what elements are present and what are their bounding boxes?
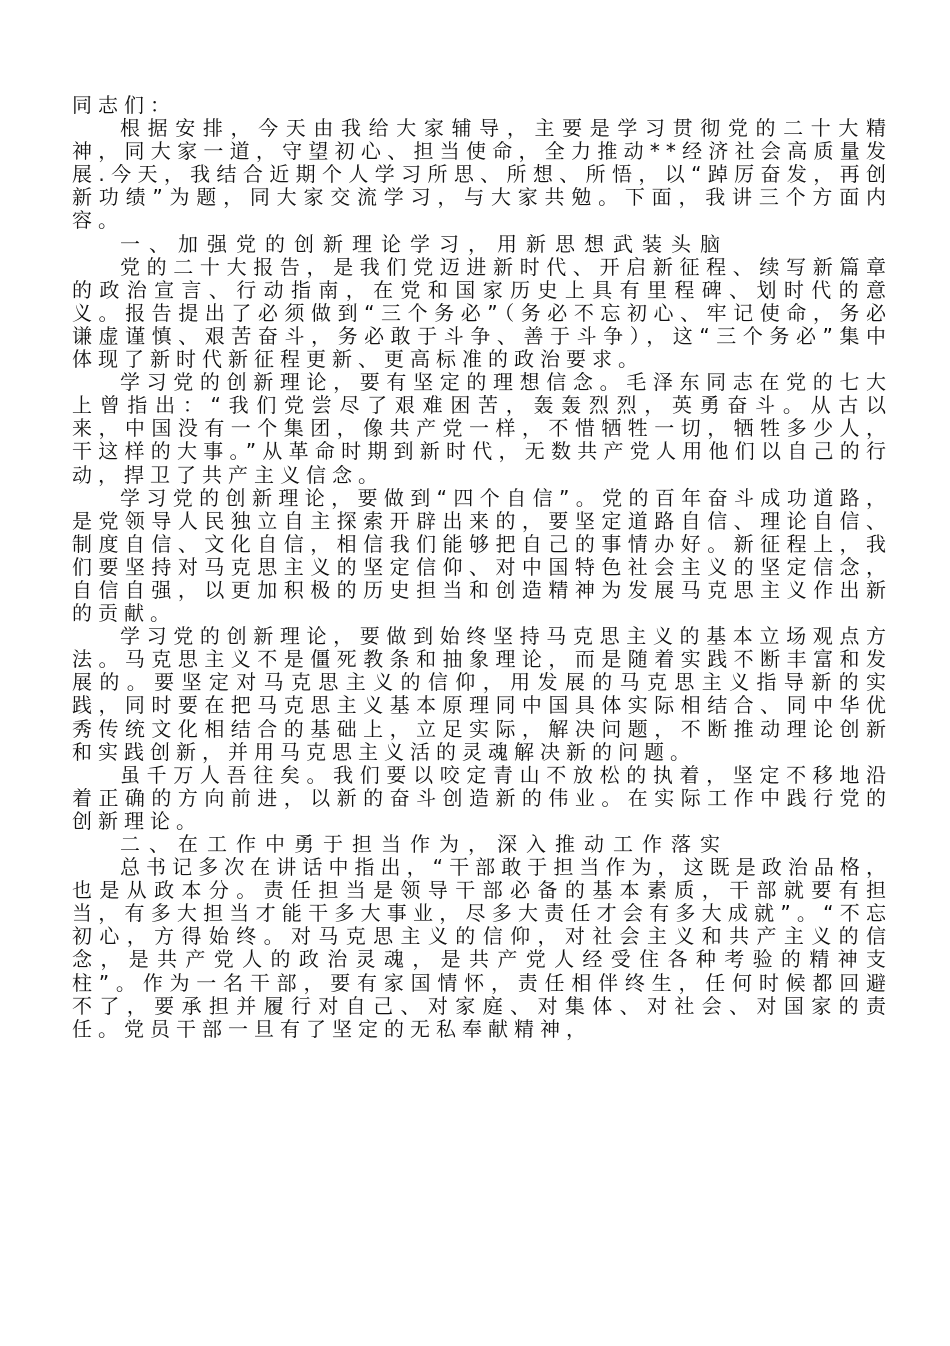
section-heading-1: 一、加强党的创新理论学习，用新思想武装头脑 (120, 231, 729, 256)
section-heading-2: 二、在工作中勇于担当作为，深入推动工作落实 (120, 832, 729, 856)
paragraph-perseverance: 虽千万人吾往矣。我们要以咬定青山不放松的执着，坚定不移地沿着正确的方向前进，以新的奋斗创造新的伟业。在实际工作中践行党的创新理论。 (72, 762, 892, 833)
document-page (72, 94, 892, 1041)
salutation: 同志们： (72, 93, 176, 117)
paragraph-four-confidences: 学习党的创新理论，要做到“四个自信”。党的百年奋斗成功道路，是党领导人民独立自主探索开辟出来的，要坚定道路自信、理论自信、制度自信、文化自信，相信我们能够把自己的事情办好。新征程上，我们要坚持对马克思主义的坚定信仰、对中国特色社会主义的坚定信念，自信自强，以更加积极的历史担当和创造精神为发展马克思主义作出新的贡献。 (72, 485, 892, 626)
paragraph-report: 党的二十大报告，是我们党迈进新时代、开启新征程、续写新篇章的政治宣言、行动指南，在党和国家历史上具有里程碑、划时代的意义。报告提出了必须做到“三个务必”（务必不忘初心、牢记使命，务必谦虚谨慎、艰苦奋斗，务必敢于斗争、善于斗争），这“三个务必”集中体现了新时代新征程更新、更高标准的政治要求。 (72, 254, 892, 372)
intro-paragraph: 根据安排，今天由我给大家辅导，主要是学习贯彻党的二十大精神，同大家一道，守望初心、担当使命，全力推动**经济社会高质量发展.今天，我结合近期个人学习所思、所想、所悟，以“踔厉奋发，再创新功绩”为题，同大家交流学习，与大家共勉。下面，我讲三个方面内容。 (72, 116, 892, 233)
paragraph-ideals: 学习党的创新理论，要有坚定的理想信念。毛泽东同志在党的七大上曾指出：“我们党尝尽了艰难困苦，轰轰烈烈，英勇奋斗。从古以来，中国没有一个集团，像共产党一样，不惜牺牲一切，牺牲多少人，干这样的大事。”从革命时期到新时代，无数共产党人用他们以自己的行动，捍卫了共产主义信念。 (72, 370, 892, 487)
paragraph-marxism: 学习党的创新理论，要做到始终坚持马克思主义的基本立场观点方法。马克思主义不是僵死教条和抽象理论，而是随着实践不断丰富和发展的。要坚定对马克思主义的信仰，用发展的马克思主义指导新的实践，同时要在把马克思主义基本原理同中国具体实际相结合、同中华优秀传统文化相结合的基础上，立足实际，解决问题，不断推动理论创新和实践创新，并用马克思主义活的灵魂解决新的问题。 (72, 624, 892, 764)
paragraph-responsibility: 总书记多次在讲话中指出，“干部敢于担当作为，这既是政治品格，也是从政本分。责任担当是领导干部必备的基本素质，干部就要有担当，有多大担当才能干多大事业，尽多大责任才会有多大成就”。“不忘初心，方得始终。对马克思主义的信仰，对社会主义和共产主义的信念，是共产党人的政治灵魂，是共产党人经受住各种考验的精神支柱”。作为一名干部，要有家国情怀，责任相伴终生，任何时候都回避不了，要承担并履行对自己、对家庭、对集体、对社会、对国家的责任。党员干部一旦有了坚定的无私奉献精神， (72, 855, 892, 1041)
